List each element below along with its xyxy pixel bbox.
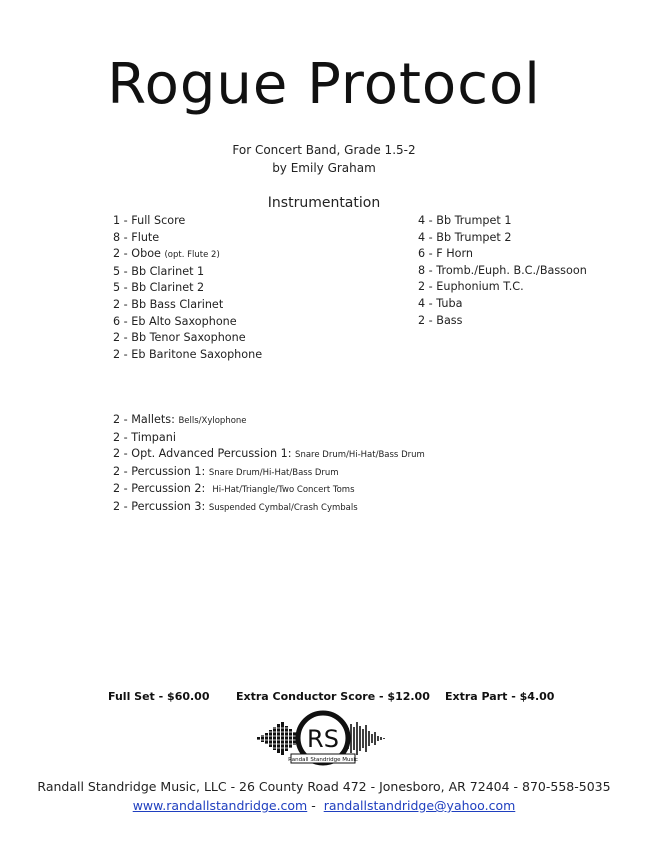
list-item: 4 - Tuba <box>418 296 463 310</box>
list-item: 5 - Bb Clarinet 1 <box>113 264 205 278</box>
list-item: 2 - Euphonium T.C. <box>418 280 524 294</box>
website-link[interactable]: www.randallstandridge.com <box>132 798 308 813</box>
price-full-set: Full Set - $60.00 <box>108 690 210 703</box>
email-link[interactable]: randallstandridge@yahoo.com <box>323 798 516 813</box>
list-item: 5 - Bb Clarinet 2 <box>113 281 205 295</box>
publisher-address: Randall Standridge Music, LLC - 26 County Road 472 - Jonesboro, AR 72404 - 870-558-5035 <box>37 779 611 794</box>
publisher-logo <box>255 710 387 768</box>
link-separator: - <box>307 798 320 813</box>
contact-links <box>0 798 648 813</box>
list-item: 2 - Opt. Advanced Percussion 1: Snare Drum/Hi-Hat/Bass Drum <box>113 447 425 461</box>
list-item: 2 - Mallets: Bells/Xylophone <box>113 413 247 426</box>
list-item: 2 - Percussion 1: Snare Drum/Hi-Hat/Bass Drum <box>113 464 339 478</box>
instrument-list-left <box>113 213 262 363</box>
list-item: 8 - Tromb./Euph. B.C./Bassoon <box>418 263 587 277</box>
list-item: 2 - Percussion 2: Hi-Hat/Triangle/Two Concert Toms <box>113 482 355 496</box>
list-item: 6 - Eb Alto Saxophone <box>113 314 237 328</box>
price-extra-score: Extra Conductor Score - $12.00 <box>236 690 430 703</box>
list-item: 2 - Bb Tenor Saxophone <box>113 331 246 345</box>
list-item: 2 - Oboe (opt. Flute 2) <box>113 247 220 261</box>
list-item: 2 - Percussion 3: Suspended Cymbal/Crash Cymbals <box>113 499 358 513</box>
subtitle: For Concert Band, Grade 1.5-2 <box>232 143 416 157</box>
list-item: 6 - F Horn <box>418 247 474 261</box>
list-item: 2 - Bass <box>418 313 463 327</box>
list-item: 4 - Bb Trumpet 1 <box>418 214 512 227</box>
section-heading: Instrumentation <box>267 195 381 211</box>
list-item: 8 - Flute <box>113 230 160 244</box>
list-item: 1 - Full Score <box>113 214 186 227</box>
svg-text:Randall Standridge Music: Randall Standridge Music <box>288 757 358 763</box>
composer: by Emily Graham <box>272 161 376 175</box>
list-item: 2 - Eb Baritone Saxophone <box>113 347 263 361</box>
list-item: 2 - Timpani <box>113 430 176 444</box>
percussion-list <box>113 412 425 517</box>
waveform-icon <box>255 710 387 768</box>
svg-text:RS: RS <box>307 725 339 753</box>
price-extra-part: Extra Part - $4.00 <box>445 690 555 703</box>
page-title: Rogue Protocol <box>107 52 541 117</box>
instrument-list-right <box>418 213 587 329</box>
list-item: 4 - Bb Trumpet 2 <box>418 230 512 244</box>
list-item: 2 - Bb Bass Clarinet <box>113 297 224 311</box>
